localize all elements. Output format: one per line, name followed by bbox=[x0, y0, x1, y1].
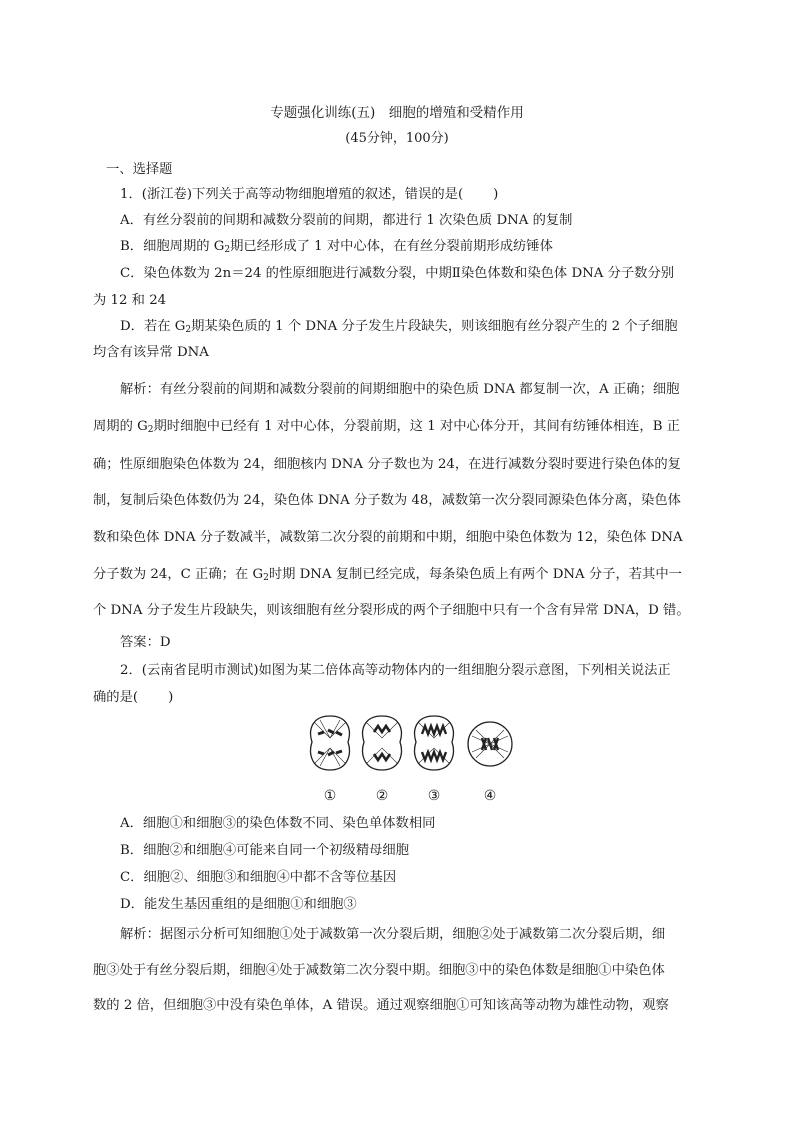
q2-stem-text: 确的是( bbox=[93, 690, 139, 705]
q2-option-b: B．细胞②和细胞④可能来自同一个初级精母细胞 bbox=[120, 843, 410, 858]
q1-explanation-l2-sub: 2 bbox=[147, 425, 154, 435]
q1-option-b-text: B．细胞周期的 G bbox=[120, 239, 225, 254]
q1-explanation-l2-b: 期时细胞中已经有 1 对中心体，分裂前期，这 1 对中心体分开，其间有纺锤体相连，B 正 bbox=[153, 419, 680, 434]
q2-stem-line1: 2．(云南省昆明市测试)如图为某二倍体高等动物体内的一组细胞分裂示意图，下列相关说法正 bbox=[120, 663, 671, 678]
q1-explanation-l6-sub: 2 bbox=[263, 573, 269, 583]
figure-label-4: ④ bbox=[483, 788, 497, 804]
q1-option-d-line1 bbox=[120, 318, 703, 336]
q2-explanation-line2: 胞③处于有丝分裂后期，细胞④处于减数第二次分裂中期。细胞③中的染色体数是细胞①中染色体 bbox=[93, 963, 665, 978]
figure-label-1: ① bbox=[323, 788, 337, 804]
q1-option-d-sub: 2 bbox=[185, 325, 192, 335]
q1-option-c-line2: 为 12 和 24 bbox=[93, 293, 167, 308]
q2-explanation-line1 bbox=[120, 926, 703, 944]
q1-answer-label: 答案： bbox=[120, 635, 160, 650]
q2-option-a: A．细胞①和细胞③的染色体数不同、染色单体数相同 bbox=[120, 816, 436, 831]
q1-option-b-sub: 2 bbox=[224, 245, 231, 255]
q1-explanation-line4: 制，复制后染色体数仍为 24，染色体 DNA 分子数为 48，减数第一次分裂同源染色体分离，染色体 bbox=[93, 493, 681, 508]
q1-explanation-line6 bbox=[93, 566, 703, 584]
q1-stem bbox=[120, 186, 703, 204]
figure-label-2: ② bbox=[375, 788, 389, 804]
q2-stem-line2 bbox=[93, 689, 703, 707]
figure-label-3: ③ bbox=[427, 788, 441, 804]
q2-explanation-text: 据图示分析可知细胞①处于减数第一次分裂后期，细胞②处于减数第二次分裂后期，细 bbox=[159, 927, 666, 942]
q1-explanation-line1 bbox=[120, 381, 703, 399]
q2-stem-close: ) bbox=[168, 690, 174, 705]
cell-3-diagram bbox=[415, 716, 454, 770]
q1-explanation-label: 解析： bbox=[120, 382, 160, 397]
section-heading: 一、选择题 bbox=[106, 162, 173, 177]
q1-option-b-text2: 期已经形成了 1 对中心体，在有丝分裂前期形成纺锤体 bbox=[230, 239, 553, 254]
q1-answer bbox=[120, 634, 703, 652]
q2-explanation-label: 解析： bbox=[120, 927, 160, 942]
q1-answer-value: D bbox=[159, 635, 171, 650]
cell-1-diagram bbox=[311, 716, 350, 770]
q1-explanation-line3: 确；性原细胞染色体数为 24，细胞核内 DNA 分子数也为 24，在进行减数分裂时要进行染色体的复 bbox=[93, 457, 681, 472]
q1-explanation-line2 bbox=[93, 418, 703, 436]
q2-option-d: D．能发生基因重组的是细胞①和细胞③ bbox=[120, 897, 357, 912]
q1-option-a: A．有丝分裂前的间期和减数分裂前的间期，都进行 1 次染色质 DNA 的复制 bbox=[120, 213, 573, 228]
q1-explanation-text: 有丝分裂前的间期和减数分裂前的间期细胞中的染色质 DNA 都复制一次，A 正确；细胞 bbox=[159, 382, 680, 397]
q1-option-d-line2: 均含有该异常 DNA bbox=[93, 345, 209, 360]
q1-option-c-line1: C．染色体数为 2n＝24 的性原细胞进行减数分裂，中期Ⅱ染色体数和染色体 DNA 分子数分别 bbox=[120, 266, 675, 281]
q1-explanation-line7: 个 DNA 分子发生片段缺失，则该细胞有丝分裂形成的两个子细胞中只有一个含有异常 DNA，D 错。 bbox=[93, 603, 690, 618]
q1-option-d-text2: 期某染色质的 1 个 DNA 分子发生片段缺失，则该细胞有丝分裂产生的 2 个子细胞 bbox=[191, 319, 678, 334]
q2-option-c: C．细胞②、细胞③和细胞④中都不含等位基因 bbox=[120, 870, 397, 885]
q1-stem-close: ) bbox=[493, 187, 499, 202]
page-subtitle: (45分钟，100分) bbox=[345, 131, 449, 146]
q1-stem-text: 1．(浙江卷)下列关于高等动物细胞增殖的叙述，错误的是( bbox=[120, 187, 464, 202]
q1-option-b bbox=[120, 238, 703, 256]
cell-4-diagram bbox=[468, 722, 512, 766]
q2-explanation-line3: 数的 2 倍，但细胞③中没有染色单体，A 错误。通过观察细胞①可知该高等动物为雄性动物，观察 bbox=[93, 998, 669, 1013]
cell-2-diagram bbox=[363, 716, 402, 770]
q1-explanation-l6-b: 时期 DNA 复制已经完成，每条染色质上有两个 DNA 分子，若其中一 bbox=[268, 567, 682, 582]
q1-option-d-text: D．若在 G bbox=[120, 319, 186, 334]
q1-explanation-l6-a: 分子数为 24，C 正确；在 G bbox=[93, 567, 264, 582]
q1-explanation-line5: 数和染色体 DNA 分子数减半，减数第二次分裂的前期和中期，细胞中染色体数为 12，染色体 DNA bbox=[93, 530, 683, 545]
cell-division-figure bbox=[300, 708, 520, 778]
q1-explanation-l2-a: 周期的 G bbox=[93, 419, 148, 434]
page-title: 专题强化训练(五) 细胞的增殖和受精作用 bbox=[270, 105, 524, 121]
